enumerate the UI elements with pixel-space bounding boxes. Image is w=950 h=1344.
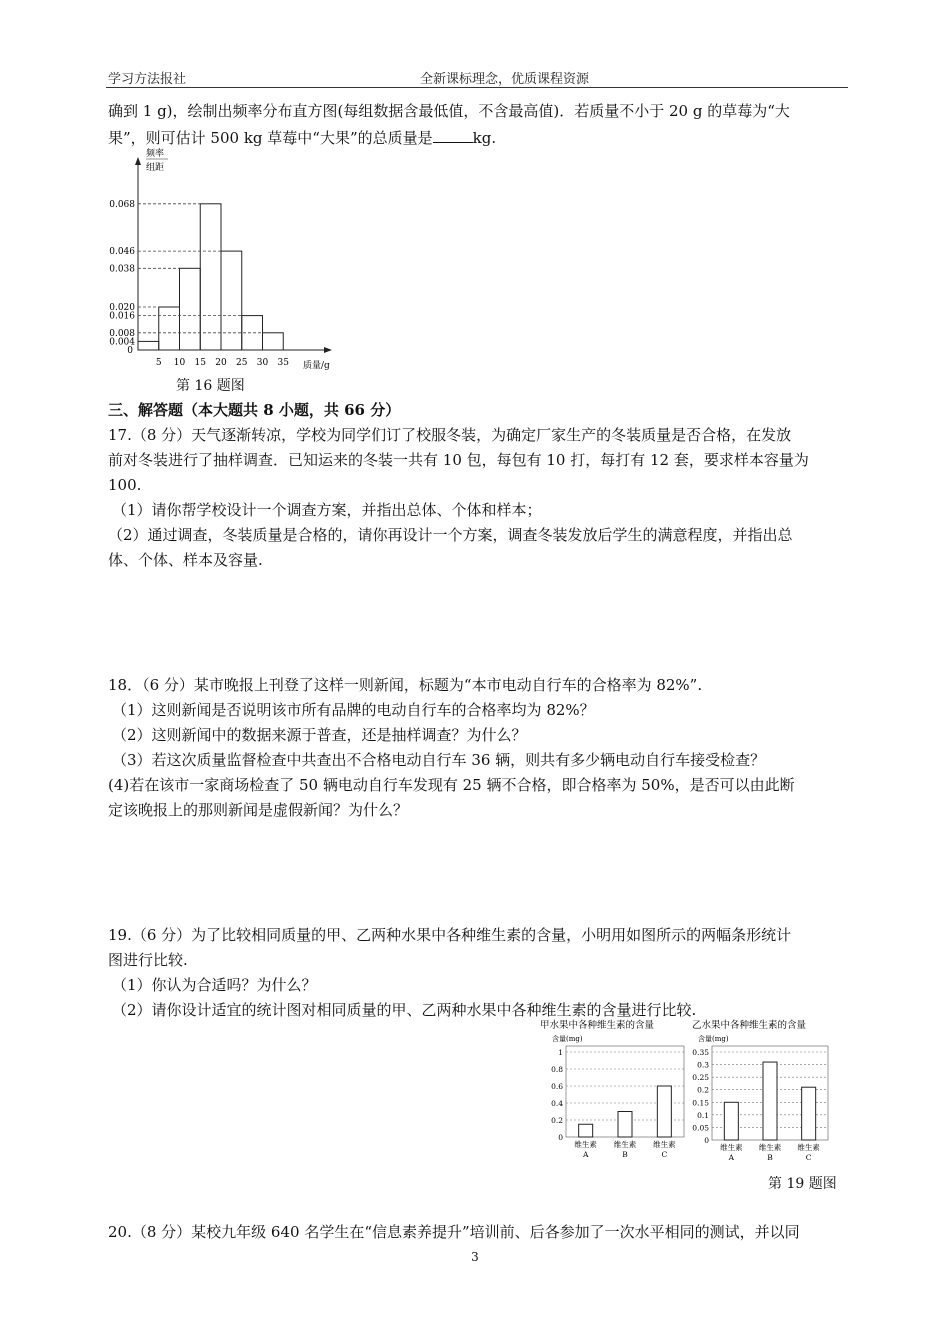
q16-caption: 第 16 题图 [176, 378, 245, 394]
q19-line-2: 图进行比较. [108, 951, 188, 969]
histogram-bar [180, 268, 201, 350]
fruit-b-vitamin-chart [690, 1018, 840, 1168]
y-axis-arrow [135, 157, 141, 165]
q17-line-3: 100. [108, 476, 142, 494]
q16-line-2a: 果”，则可估计 500 kg 草莓中“大果”的总质量是 [108, 129, 433, 147]
q17-sub-1: （1）请你帮学校设计一个调查方案，并指出总体、个体和样本； [112, 501, 542, 519]
q18-sub-2: （2）这则新闻中的数据来源于普查，还是抽样调查？为什么？ [112, 726, 527, 744]
q16-line-2b: kg. [472, 129, 497, 147]
vitamin-bar [724, 1102, 738, 1140]
q18-sub-4a: (4)若在该市一家商场检查了 50 辆电动自行车发现有 25 辆不合格，即合格率为 50%，是否可以由此断 [108, 776, 795, 794]
chart-title: 乙水果中各种维生素的含量 [692, 1020, 807, 1031]
q19-sub-2: （2）请你设计适宜的统计图对相同质量的甲、乙两种水果中各种维生素的含量进行比较. [112, 1001, 697, 1019]
category-label-letter: A [582, 1150, 589, 1159]
q18-sub-4b: 定该晚报上的那则新闻是虚假新闻？为什么？ [108, 801, 409, 819]
vitamin-bar [618, 1112, 632, 1138]
q18-sub-1: （1）这则新闻是否说明该市所有品牌的电动自行车的合格率均为 82%？ [112, 701, 595, 719]
q17-line-1: 17.（8 分）天气逐渐转凉，学校为同学们订了校服冬装，为确定厂家生产的冬装质量是否合格，在发放 [108, 426, 792, 444]
y-tick-label: 0.046 [109, 247, 135, 258]
fruit-a-vitamin-chart [538, 1018, 686, 1168]
category-label: 维生素 [758, 1143, 782, 1152]
category-label: 维生素 [797, 1143, 820, 1152]
y-tick-label: 0.020 [109, 303, 135, 313]
q19-line-1: 19.（6 分）为了比较相同质量的甲、乙两种水果中各种维生素的含量，小明用如图所示的两幅条形统计 [108, 926, 792, 944]
q19-caption: 第 19 题图 [768, 1176, 837, 1192]
x-tick-label: 20 [215, 358, 227, 368]
y-tick-label: 0.2 [551, 1116, 563, 1125]
category-label: 维生素 [720, 1143, 743, 1152]
y-tick-label: 0.8 [551, 1065, 563, 1074]
category-label-letter: B [767, 1153, 773, 1162]
x-tick-label: 25 [236, 358, 248, 368]
histogram-bar [159, 307, 180, 350]
header-rule [106, 87, 848, 88]
vitamin-bar [579, 1124, 593, 1137]
y-tick-label: 0.1 [697, 1110, 709, 1120]
y-tick-label: 0.016 [109, 311, 135, 322]
answer-blank [433, 128, 473, 143]
y-tick-label: 0 [558, 1133, 563, 1142]
category-label-letter: C [661, 1150, 668, 1159]
y-axis-label: 含量(mg) [552, 1035, 583, 1043]
histogram-bar [263, 333, 284, 350]
q20-line-1: 20.（8 分）某校九年级 640 名学生在“信息素养提升”培训前、后各参加了一次水平相同的测试，并以同 [108, 1223, 800, 1241]
q18-sub-3: （3）若这次质量监督检查中共查出不合格电动自行车 36 辆，则共有多少辆电动自行车接受检查？ [112, 751, 766, 769]
y-tick-label: 0.4 [551, 1099, 563, 1108]
y-tick-label: 0.068 [109, 199, 135, 210]
section-3-heading: 三、解答题（本大题共 8 小题，共 66 分） [108, 401, 401, 419]
y-tick-label: 0.35 [692, 1048, 709, 1057]
y-tick-label: 0.25 [692, 1073, 709, 1083]
x-axis-arrow [324, 347, 332, 353]
y-tick-label: 0.3 [697, 1060, 709, 1070]
vitamin-bar [763, 1062, 777, 1140]
y-axis-label-top: 频率 [146, 149, 165, 159]
histogram-bar [138, 341, 159, 350]
q19-sub-1: （1）你认为合适吗？为什么？ [112, 976, 317, 994]
q17-line-2: 前对冬装进行了抽样调查．已知运来的冬装一共有 10 包，每包有 10 打，每打有 12 套，要求样本容量为 [108, 451, 809, 469]
header-center: 全新课标理念，优质课程资源 [420, 72, 590, 87]
y-tick-label: 0 [704, 1136, 709, 1145]
histogram-chart [100, 145, 360, 375]
y-axis-label-bottom: 组距 [146, 163, 165, 173]
histogram-bar [200, 204, 221, 350]
y-axis-label: 含量(mg) [698, 1035, 729, 1043]
histogram-bar [221, 251, 242, 350]
y-tick-label: 0.6 [551, 1082, 563, 1091]
x-tick-label: 10 [173, 358, 186, 368]
y-tick-label: 0.2 [697, 1085, 709, 1095]
origin-label: 0 [127, 346, 133, 356]
header-left: 学习方法报社 [108, 72, 187, 87]
y-tick-label: 0.05 [692, 1123, 709, 1133]
x-axis-label: 质量/g [303, 361, 330, 371]
x-tick-label: 35 [277, 358, 289, 368]
y-tick-label: 0.004 [109, 337, 135, 348]
q18-line-1: 18．（6 分）某市晚报上刊登了这样一则新闻，标题为“本市电动自行车的合格率为 82%”. [108, 676, 703, 694]
y-tick-label: 0.038 [109, 264, 135, 275]
category-label-letter: A [728, 1153, 735, 1162]
category-label-letter: C [805, 1153, 812, 1162]
q16-line-1: 确到 1 g)，绘制出频率分布直方图(每组数据含最低值，不含最高值)．若质量不小于 20 g 的草莓为“大 [108, 102, 790, 120]
category-label: 维生素 [574, 1140, 597, 1149]
x-tick-label: 15 [194, 358, 206, 368]
q17-sub-2b: 体、个体、样本及容量. [108, 551, 263, 569]
category-label-letter: B [622, 1150, 628, 1159]
category-label: 维生素 [613, 1140, 637, 1149]
category-label: 维生素 [653, 1140, 676, 1149]
vitamin-bar [657, 1086, 671, 1137]
q17-sub-2a: （2）通过调查，冬装质量是合格的，请你再设计一个方案，调查冬装发放后学生的满意程度，并指出总 [108, 526, 793, 544]
y-tick-label: 0.008 [109, 328, 135, 339]
x-tick-label: 5 [155, 358, 162, 368]
chart-title: 甲水果中各种维生素的含量 [540, 1020, 655, 1031]
y-tick-label: 0.15 [692, 1098, 709, 1108]
x-tick-label: 30 [256, 358, 269, 368]
page-number: 3 [471, 1250, 479, 1264]
y-tick-label: 1 [558, 1048, 563, 1057]
vitamin-bar [802, 1087, 816, 1140]
